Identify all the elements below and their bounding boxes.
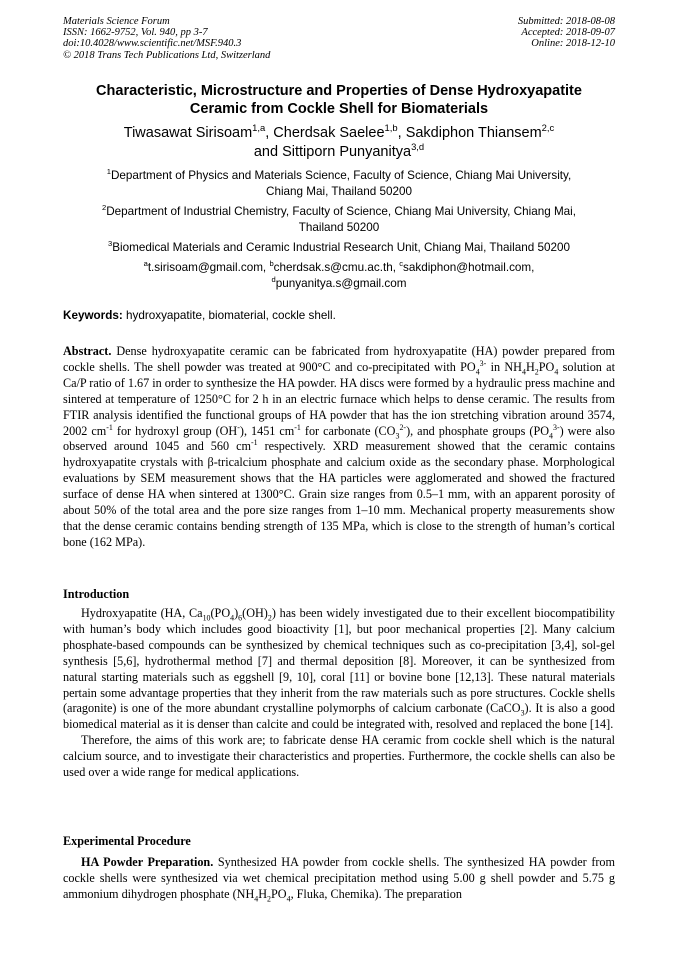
journal-name: Materials Science Forum: [63, 16, 170, 27]
author-emails: $^a$t.sirisoam@gmail.com, $^b$cherdsak.s@cmu.ac.th, $^c$sakdiphon@hotmail.com, $^d$punyanitya.s@gmail.com: [143, 259, 535, 290]
affiliation-2: $^2$Department of Industrial Chemistry, Faculty of Science, Chiang Mai University, Chiang Mai, Thailand 50200: [101, 203, 577, 234]
online-date: Online: 2018-12-10: [531, 38, 615, 50]
journal-issn: ISSN: 1662-9752, Vol. 940, pp 3-7: [63, 27, 208, 39]
author-name: Tiwasawat Sirisoam: [123, 125, 253, 141]
keywords: Keywords: hydroxyapatite, biomaterial, cockle shell.: [63, 309, 336, 322]
section-heading-introduction: Introduction: [63, 587, 130, 601]
journal-info: [63, 16, 270, 61]
author-name: Sittiporn Punyanitya: [282, 144, 412, 160]
introduction-body: [63, 606, 615, 781]
experimental-body: [63, 855, 615, 903]
email-link[interactable]: punyanitya.s@gmail.com: [275, 276, 407, 290]
submitted-date: Submitted: 2018-08-08: [517, 16, 615, 27]
accepted-date: Accepted: 2018-09-07: [521, 27, 615, 39]
section-heading-experimental: Experimental Procedure: [63, 834, 191, 848]
abstract-label: Abstract.: [63, 344, 112, 358]
paper-title: Characteristic, Microstructure and Properties of Dense Hydroxyapatite Ceramic from Cockle Shell for Biomaterials: [96, 83, 582, 117]
email-link[interactable]: sakdiphon@hotmail.com,: [403, 261, 535, 274]
experimental-paragraph: HA Powder Preparation. Synthesized HA powder from cockle shells. The synthesized HA powder from cockle shells were synthesized via wet chemical precipitation method using 5.00 g shell powder and 5.75 g ammonium dihydrogen phosphate ($NH_4H_2PO_4$, Fluka, Chemika). The preparation: [63, 855, 616, 904]
author-name: Sakdiphon Thiansem: [405, 125, 542, 141]
keywords-label: Keywords:: [63, 309, 123, 322]
affiliation-3: $^3$Biomedical Materials and Ceramic Industrial Research Unit, Chiang Mai, Thailand 50200: [107, 239, 570, 254]
subsection-label: HA Powder Preparation.: [81, 855, 214, 869]
author-name: Cherdsak Saelee: [273, 125, 385, 141]
email-link[interactable]: t.sirisoam@gmail.com,: [147, 261, 270, 274]
introduction-paragraph: Hydroxyapatite (HA, $Ca_{10}(PO_4)_6(OH)_2$) has been widely investigated due to their excellent biocompatibility with human’s body which includes good bioactivity [1], but poor mechanical properties [2]. Many calcium phosphate-based compounds can be synthesized by chemical techniques such as co-precipitation [3,4], sol-gel synthesis [5,6], hydrothermal method [7] and thermal deposition [8]. Moreover, it can be synthesized from natural starting materials such as eggshell [9, 10], coral [11] or bovine bone [12,13]. These natural materials pertain some advantage properties that they inherit from the raw materials such as pore structures. Cockle shells (aragonite) is one of the more abundant crystalline polymorphs of calcium carbonate (CaCO$_3$). It is also a good biomedical material as it is denser than calcite and could be integrated with, resolved and replaced the bone [14].: [63, 606, 615, 732]
introduction-paragraph: Therefore, the aims of this work are; to fabricate dense HA ceramic from cockle shell which is the natural calcium source, and to investigate their characteristics and properties. Furthermore, the cockle shells can also be used over a wide range for medical applications.: [63, 733, 615, 780]
journal-copyright: © 2018 Trans Tech Publications Ltd, Switzerland: [63, 49, 271, 61]
submission-dates: [518, 16, 615, 50]
affiliation-1: $^1$Department of Physics and Materials Science, Faculty of Science, Chiang Mai University, Chiang Mai, Thailand 50200: [106, 167, 572, 198]
abstract: Abstract. Dense hydroxyapatite ceramic can be fabricated from hydroxyapatite (HA) powder prepared from cockle shells. The shell powder was treated at 900°C and co-precipitated with $PO_4^{3-}$ in $NH_4H_2PO_4$ solution at Ca/P ratio of 1.67 in order to synthesize the HA powder. HA discs were formed by a hydraulic press machine and sintered at temperature of 1250°C for 2 h in an electric furnace which helps to dense ceramic. The results from FTIR analysis identified the functional groups of HA powder that has the ion stretching vibration around 3574, 2002 $cm^{-1}$ for hydroxyl group (OH-), 1451 $cm^{-1}$ for carbonate $(CO_3^{2-})$, and phosphate groups $(PO_4^{3-})$ were also observed around 1045 and 560 $cm^{-1}$ respectively. XRD measurement showed that the ceramic contains hydroxyapatite crystals with β-tricalcium phosphate and calcium oxide as the secondary phase. Morphological evaluations by SEM measurement shows that the HA particles were agglomerated and showed the fractured surface of dense HA when sintered at 1300°C. Grain size ranges from 0.5–1 mm, with an apparent porosity of about 50% of the total area and the pore size ranges from 1–10 mm. Mechanical property measurements show that the dense ceramic contains bending strength of 135 MPa, which is close to the strength of human’s cortical bone (162 MPa).: [63, 344, 615, 549]
author-list: Tiwasawat Sirisoam$^{1,a}$, Cherdsak Saelee$^{1,b}$, Sakdiphon Thiansem$^{2,c}$ and Sittiporn Punyanitya$^{3,d}$: [123, 122, 555, 160]
journal-doi: doi:10.4028/www.scientific.net/MSF.940.3: [63, 38, 242, 50]
email-link[interactable]: cherdsak.s@cmu.ac.th,: [273, 261, 400, 274]
